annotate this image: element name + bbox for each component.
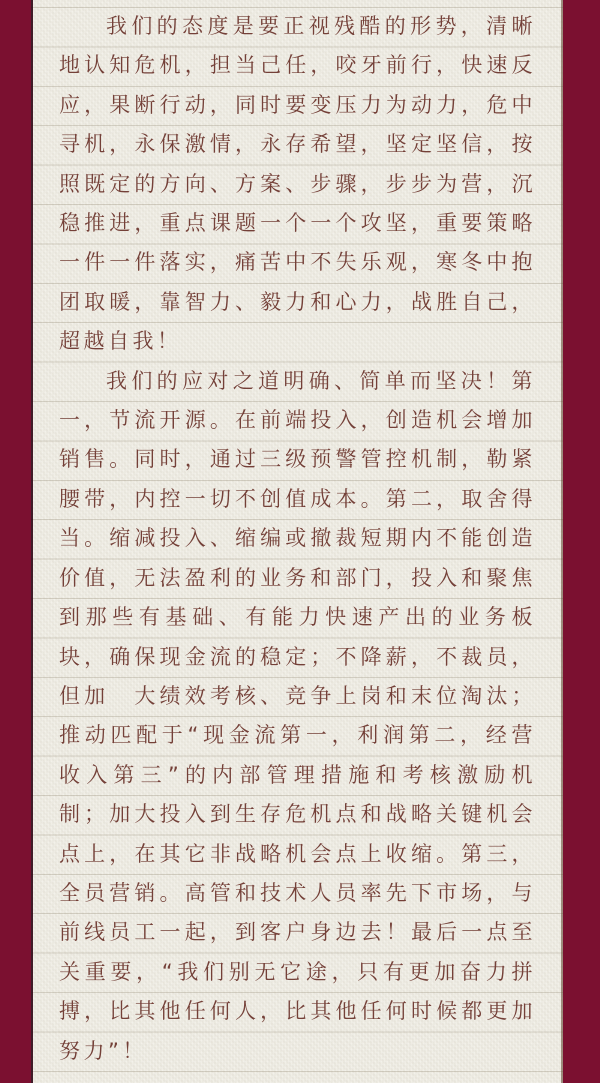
- paragraph-response: 我们的应对之道明确、简单而坚决！第一，节流开源。在前端投入，创造机会增加销售。同时，通过三级预警管控机制，勒紧腰带，内控一切不创值成本。第二，取舍得当。缩减投入、缩编或撤裁短期内不能创造价值，无法盈利的业务和部门，投入和聚焦到那些有基础、有能力快速产出的业务板块，确保现金流的稳定；不降薪，不裁员，但加 大绩效考核、竞争上岗和末位淘汰；推动匹配于“现金流第一，利润第二，经营收入第三”的内部管理措施和考核激励机制；加大投入到生存危机点和战略关键机会点上，在其它非战略机会点上收缩。第三，全员营销。高管和技术人员率先下市场，与前线员工一起，到客户身边去！最后一点至关重要，“我们别无它途，只有更加奋力拼搏，比其他任何人，比其他任何时候都更加努力”！: [59, 368, 536, 1063]
- article-text: [33, 0, 561, 1071]
- paper-sheet: [31, 0, 563, 1083]
- paragraph-attitude: 我们的态度是要正视残酷的形势，清晰地认知危机，担当己任，咬牙前行，快速反应，果断行动，同时要变压力为动力，危中寻机，永保激情，永存希望，坚定坚信，按照既定的方向、方案、步骤，步步为营，沉稳推进，重点课题一个一个攻坚，重要策略一件一件落实，痛苦中不失乐观，寒冬中抱团取暖，靠智力、毅力和心力，战胜自己，超越自我！: [59, 14, 536, 354]
